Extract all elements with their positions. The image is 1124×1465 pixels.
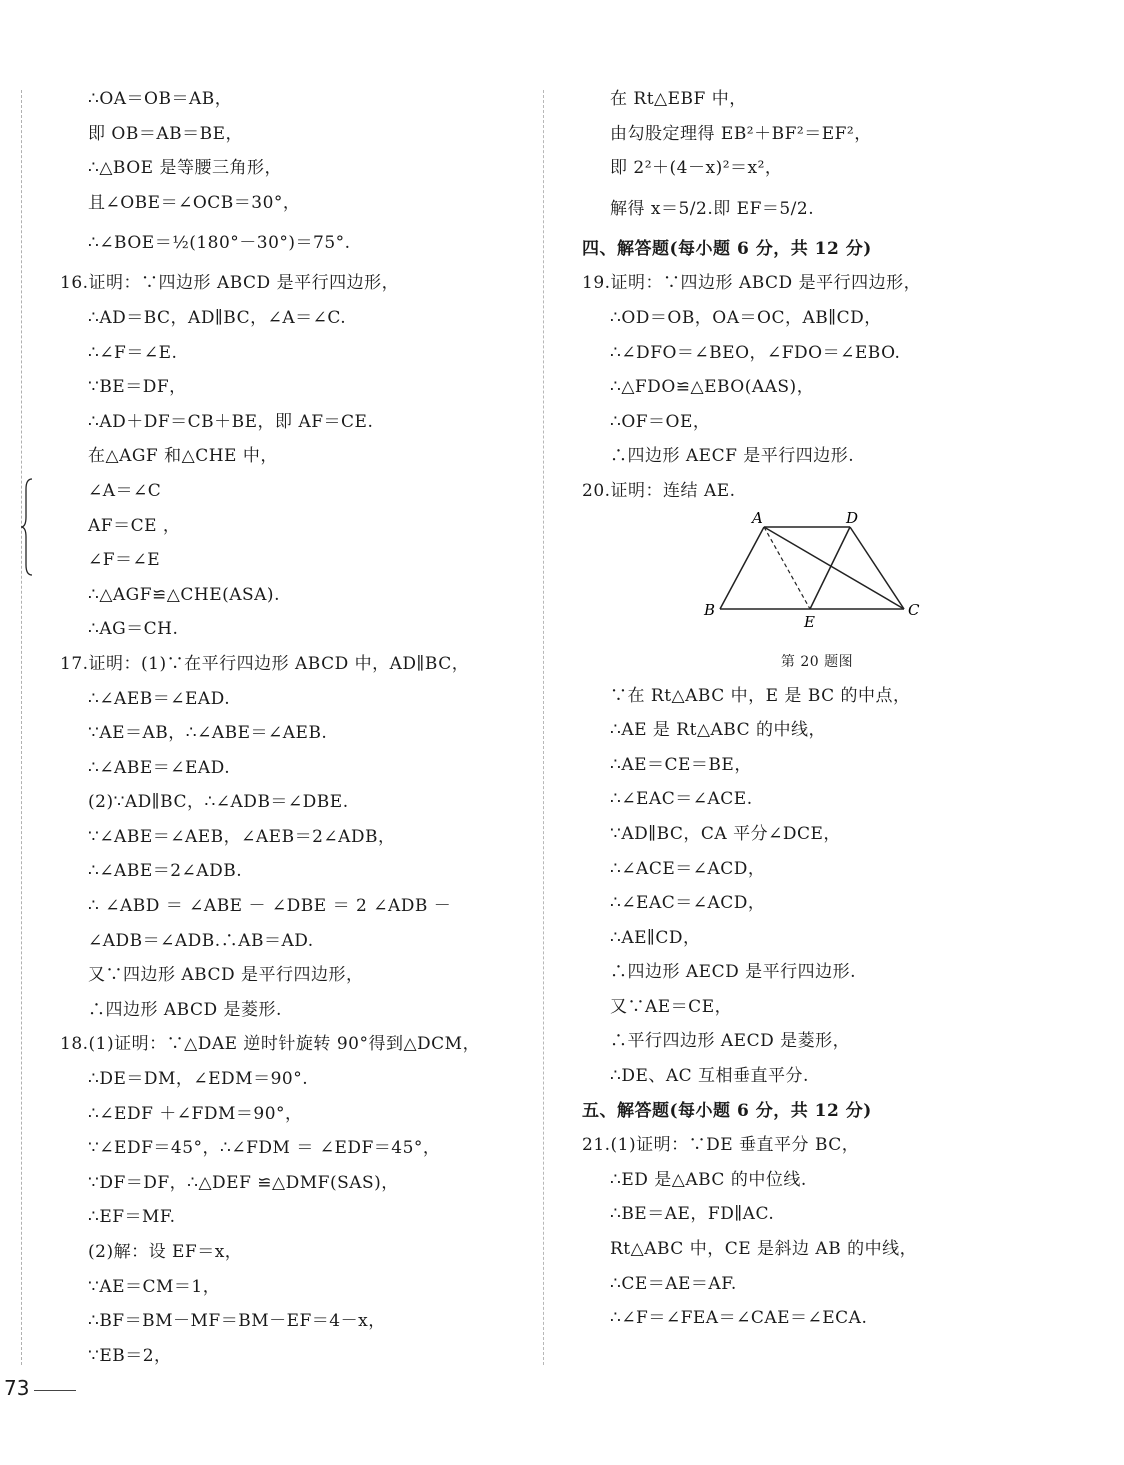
figure-20-diagram — [582, 509, 1052, 649]
right-line-27: 21.(1)证明：∵DE 垂直平分 BC， — [582, 1135, 860, 1156]
right-line-7: ∴∠DFO＝∠BEO，∠FDO＝∠EBO. — [610, 342, 901, 363]
right-line-11: 20.证明：连结 AE. — [582, 480, 736, 501]
label-E: E — [804, 612, 816, 631]
right-line-29: ∴BE＝AE，FD∥AC. — [610, 1204, 775, 1225]
left-line-6: ∴AD＝BC，AD∥BC，∠A＝∠C. — [88, 307, 347, 328]
right-line-6: ∴OD＝OB，OA＝OC，AB∥CD， — [610, 307, 882, 328]
left-line-15: ∴AG＝CH. — [88, 619, 179, 640]
right-line-10: ∴四边形 AECF 是平行四边形. — [610, 446, 855, 467]
right-line-13: 第 20 题图 — [780, 653, 854, 670]
left-line-36: ∵EB＝2， — [88, 1345, 172, 1366]
right-line-24: ∴平行四边形 AECD 是菱形， — [610, 1031, 851, 1052]
left-line-5: 16.证明：∵四边形 ABCD 是平行四边形， — [60, 273, 400, 294]
right-line-0: 在 Rt△EBF 中， — [610, 89, 747, 109]
left-line-29: ∴∠EDF ＋∠FDM＝90°， — [88, 1103, 303, 1124]
right-column — [582, 82, 1052, 1336]
left-line-20: (2)∵AD∥BC，∴∠ADB＝∠DBE. — [88, 792, 349, 813]
left-line-25: 又∵四边形 ABCD 是平行四边形， — [88, 965, 364, 986]
right-line-3: 解得 x＝5/2.即 EF＝5/2. — [610, 198, 815, 219]
system-brace — [20, 477, 34, 577]
left-line-27: 18.(1)证明：∵△DAE 逆时针旋转 90°得到△DCM， — [60, 1034, 481, 1055]
left-line-28: ∴DE＝DM，∠EDM＝90°. — [88, 1069, 309, 1090]
left-line-23: ∴ ∠ABD ＝ ∠ABE － ∠DBE ＝ 2 ∠ADB － — [88, 896, 452, 917]
left-line-24: ∠ADB＝∠ADB.∴AB＝AD. — [88, 930, 314, 951]
right-line-5: 19.证明：∵四边形 ABCD 是平行四边形， — [582, 273, 922, 294]
left-line-2: ∴△BOE 是等腰三角形， — [88, 158, 282, 179]
right-line-1: 由勾股定理得 EB²＋BF²＝EF²， — [610, 123, 872, 144]
left-line-10: 在△AGF 和△CHE 中， — [88, 446, 278, 467]
left-line-4: ∴∠BOE＝½(180°－30°)＝75°. — [88, 233, 351, 254]
right-line-20: ∴∠EAC＝∠ACD， — [610, 893, 766, 914]
left-line-35: ∴BF＝BM－MF＝BM－EF＝4－x， — [88, 1311, 386, 1332]
left-line-22: ∴∠ABE＝2∠ADB. — [88, 861, 243, 882]
right-line-22: ∴四边形 AECD 是平行四边形. — [610, 962, 857, 983]
right-line-23: 又∵AE＝CE， — [610, 996, 733, 1017]
left-line-16: 17.证明：(1)∵在平行四边形 ABCD 中，AD∥BC， — [60, 653, 470, 674]
right-line-30: Rt△ABC 中，CE 是斜边 AB 的中线， — [610, 1239, 918, 1260]
left-line-0: ∴OA＝OB＝AB， — [88, 89, 233, 109]
left-line-7: ∴∠F＝∠E. — [88, 342, 178, 363]
right-line-28: ∴ED 是△ABC 的中位线. — [610, 1169, 807, 1190]
right-line-9: ∴OF＝OE， — [610, 411, 711, 432]
right-line-15: ∴AE 是 Rt△ABC 的中线， — [610, 720, 827, 741]
left-line-33: (2)解：设 EF＝x， — [88, 1242, 243, 1262]
label-A: A — [752, 508, 764, 527]
page-number: 73 — [4, 1376, 30, 1400]
left-line-12: AF＝CE ， — [88, 515, 181, 536]
right-line-4: 四、解答题(每小题 6 分，共 12 分) — [582, 238, 872, 259]
left-line-26: ∴四边形 ABCD 是菱形. — [88, 999, 282, 1020]
right-line-14: ∵在 Rt△ABC 中，E 是 BC 的中点， — [610, 685, 911, 706]
left-line-8: ∵BE＝DF， — [88, 377, 187, 398]
right-line-19: ∴∠ACE＝∠ACD， — [610, 858, 766, 879]
left-line-13: ∠F＝∠E — [88, 550, 161, 571]
left-line-18: ∵AE＝AB，∴∠ABE＝∠AEB. — [88, 723, 328, 744]
left-line-14: ∴△AGF≌△CHE(ASA). — [88, 584, 280, 605]
page-number-rule — [34, 1390, 76, 1391]
right-line-26: 五、解答题(每小题 6 分，共 12 分) — [582, 1100, 872, 1121]
right-line-8: ∴△FDO≌△EBO(AAS)， — [610, 377, 815, 398]
figure-20 — [582, 509, 1052, 649]
left-line-9: ∴AD＋DF＝CB＋BE，即 AF＝CE. — [88, 411, 374, 432]
left-column — [60, 82, 530, 1373]
left-line-30: ∵∠EDF＝45°，∴∠FDM ＝ ∠EDF＝45°， — [88, 1138, 441, 1159]
right-line-32: ∴∠F＝∠FEA＝∠CAE＝∠ECA. — [610, 1308, 868, 1329]
right-line-21: ∴AE∥CD， — [610, 927, 701, 948]
label-B: B — [704, 600, 716, 619]
right-line-31: ∴CE＝AE＝AF. — [610, 1273, 737, 1294]
column-divider — [543, 90, 544, 1365]
left-margin-rule — [21, 90, 22, 1365]
label-D: D — [846, 508, 859, 527]
right-line-16: ∴AE＝CE＝BE， — [610, 754, 752, 775]
right-line-25: ∴DE、AC 互相垂直平分. — [610, 1066, 809, 1087]
right-line-17: ∴∠EAC＝∠ACE. — [610, 789, 753, 810]
left-line-11: ∠A＝∠C — [88, 480, 162, 501]
right-line-2: 即 2²＋(4－x)²＝x²， — [610, 158, 783, 179]
right-line-18: ∵AD∥BC，CA 平分∠DCE， — [610, 823, 841, 844]
left-line-34: ∵AE＝CM＝1， — [88, 1276, 221, 1297]
left-line-1: 即 OB＝AB＝BE， — [88, 123, 244, 144]
left-line-19: ∴∠ABE＝∠EAD. — [88, 757, 231, 778]
left-line-3: 且∠OBE＝∠OCB＝30°， — [88, 192, 301, 213]
left-line-31: ∵DF＝DF，∴△DEF ≌△DMF(SAS)， — [88, 1172, 399, 1193]
left-line-32: ∴EF＝MF. — [88, 1207, 176, 1228]
left-line-21: ∵∠ABE＝∠AEB，∠AEB＝2∠ADB， — [88, 826, 396, 847]
left-line-17: ∴∠AEB＝∠EAD. — [88, 688, 231, 709]
label-C: C — [908, 600, 920, 619]
